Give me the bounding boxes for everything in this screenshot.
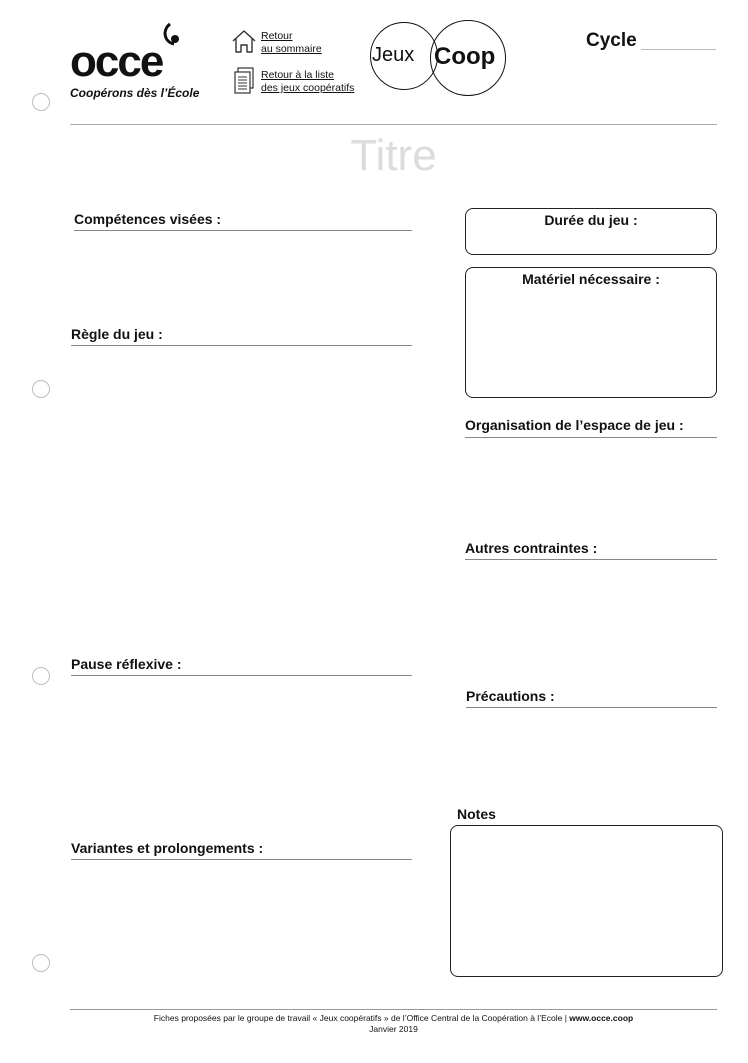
footer-date: Janvier 2019 — [369, 1024, 418, 1034]
cycle-label: Cycle — [586, 30, 637, 51]
competences-rule — [74, 230, 412, 231]
cycle-input-line[interactable] — [641, 49, 716, 50]
footer-credits — [0, 1013, 748, 1024]
notes-box[interactable] — [450, 825, 723, 977]
back-to-summary-line2: au sommaire — [261, 43, 322, 55]
header-divider — [70, 124, 717, 125]
regle-rule — [71, 345, 412, 346]
variantes-heading: Variantes et prolongements : — [71, 840, 264, 856]
pause-rule — [71, 675, 412, 676]
precautions-rule — [466, 707, 717, 708]
contraintes-heading: Autres contraintes : — [465, 540, 598, 556]
occe-logo-swirl-icon — [158, 20, 192, 54]
footer-text: Fiches proposées par le groupe de travail « Jeux coopératifs » de l’Office Central de la Coopération à l’Ecole | — [153, 1013, 570, 1023]
variantes-rule — [71, 859, 412, 860]
footer-divider — [70, 1009, 717, 1010]
coop-logo-text: Coop — [434, 43, 496, 70]
binder-hole — [32, 380, 50, 398]
binder-hole — [32, 93, 50, 111]
home-icon[interactable] — [231, 28, 257, 54]
duree-box[interactable] — [465, 208, 717, 255]
materiel-heading: Matériel nécessaire : — [522, 271, 660, 287]
document-list-icon[interactable] — [233, 67, 255, 95]
binder-hole — [32, 954, 50, 972]
occe-logo-letters: occe — [70, 37, 163, 86]
organisation-heading: Organisation de l’espace de jeu : — [465, 417, 684, 433]
precautions-heading: Précautions : — [466, 688, 555, 704]
back-to-summary-line1: Retour — [261, 30, 293, 42]
back-to-summary-link[interactable] — [261, 30, 322, 56]
binder-hole — [32, 667, 50, 685]
contraintes-rule — [465, 559, 717, 560]
competences-heading: Compétences visées : — [74, 211, 222, 227]
pause-heading: Pause réflexive : — [71, 656, 182, 672]
back-to-games-list-line2: des jeux coopératifs — [261, 82, 355, 94]
footer-website-link[interactable]: www.occe.coop — [569, 1013, 634, 1023]
back-to-games-list-line1: Retour à la liste — [261, 69, 334, 81]
page-title[interactable]: Titre — [350, 131, 437, 180]
organisation-rule — [465, 437, 717, 438]
occe-tagline: Coopérons dès l’École — [70, 86, 200, 100]
jeux-logo-text: Jeux — [372, 44, 415, 66]
back-to-games-list-link[interactable] — [261, 69, 354, 95]
materiel-box[interactable] — [465, 267, 717, 398]
notes-heading: Notes — [457, 806, 496, 822]
regle-heading: Règle du jeu : — [71, 326, 163, 342]
duree-heading: Durée du jeu : — [544, 212, 638, 228]
